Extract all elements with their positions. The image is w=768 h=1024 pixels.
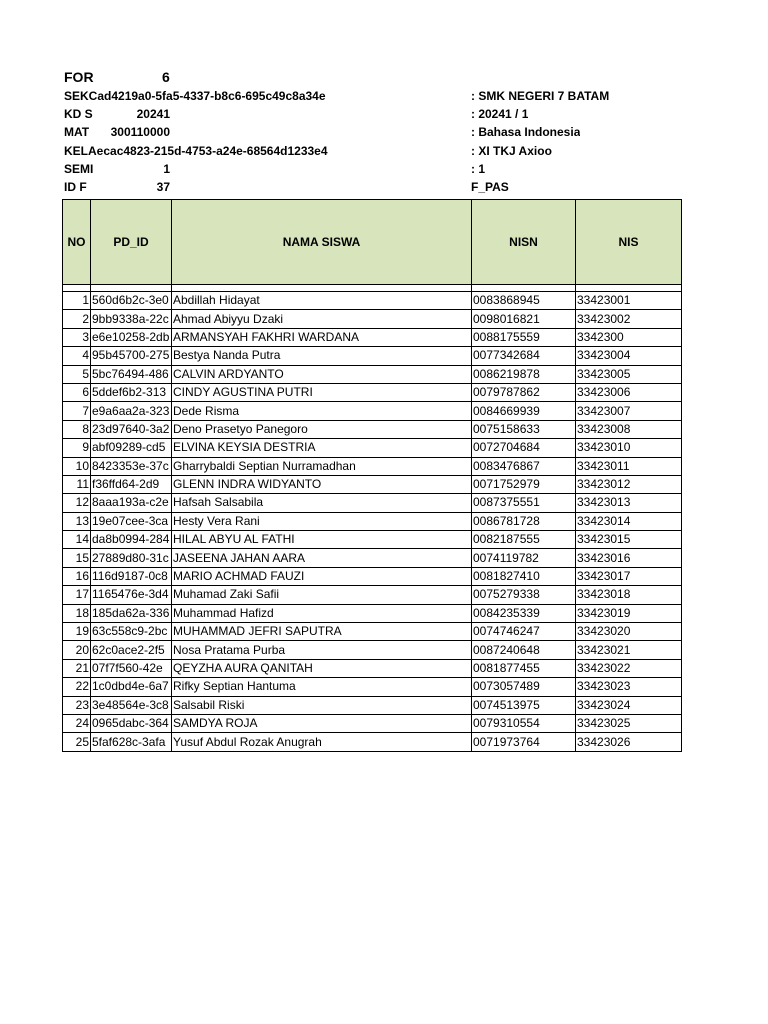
cell-nis[interactable]: 33423014 [576,512,682,530]
cell-no[interactable]: 8 [63,420,91,438]
cell-nisn[interactable]: 0075158633 [472,420,576,438]
cell-nama-siswa[interactable]: MUHAMMAD JEFRI SAPUTRA [172,623,472,641]
header-value: 300110000 [110,125,170,139]
cell-pd-id[interactable]: 07f7f560-42e [91,659,172,677]
cell-nisn[interactable]: 0073057489 [472,678,576,696]
cell-pd-id[interactable]: f36ffd64-2d9 [91,475,172,493]
cell-nisn[interactable]: 0079310554 [472,714,576,732]
cell-nisn[interactable]: 0098016821 [472,310,576,328]
cell-nis[interactable]: 33423010 [576,439,682,457]
col-header-pd-id[interactable]: PD_ID [91,200,172,285]
cell-nis[interactable]: 33423016 [576,549,682,567]
cell-nama-siswa[interactable]: Muhammad Hafizd [172,604,472,622]
cell-pd-id[interactable]: 1c0dbd4e-6a7 [91,678,172,696]
cell-no[interactable]: 11 [63,475,91,493]
table-row[interactable] [63,714,682,732]
table-row[interactable] [63,457,682,475]
header-right-value: F_PAS [471,180,509,194]
cell-nisn[interactable]: 0071752979 [472,475,576,493]
cell-nisn[interactable]: 0075279338 [472,586,576,604]
cell-pd-id[interactable]: 5bc76494-486 [91,365,172,383]
cell-nama-siswa[interactable]: Hafsah Salsabila [172,494,472,512]
header-label: KD S [64,107,93,121]
cell-no[interactable]: 22 [63,678,91,696]
header-label: SEMI [64,162,94,176]
cell-pd-id[interactable]: abf09289-cd5 [91,439,172,457]
cell-nisn[interactable]: 0077342684 [472,347,576,365]
cell-pd-id[interactable]: 185da62a-336 [91,604,172,622]
header-value: 37 [156,180,170,194]
cell-nama-siswa[interactable]: CALVIN ARDYANTO [172,365,472,383]
cell-nisn[interactable]: 0087240648 [472,641,576,659]
spacer-cell [63,285,91,292]
header-right-value: : 1 [471,162,486,176]
table-row[interactable] [63,659,682,677]
cell-nis[interactable]: 33423007 [576,402,682,420]
cell-no[interactable]: 18 [63,604,91,622]
table-row[interactable] [63,531,682,549]
cell-pd-id[interactable]: 63c558c9-2bc [91,623,172,641]
cell-nama-siswa[interactable]: Abdillah Hidayat [172,292,472,310]
cell-no[interactable]: 7 [63,402,91,420]
header-value: 1 [163,162,170,176]
cell-no[interactable]: 25 [63,733,91,751]
cell-no[interactable]: 1 [63,292,91,310]
cell-nisn[interactable]: 0082187555 [472,531,576,549]
spacer-cell [576,285,682,292]
cell-no[interactable]: 12 [63,494,91,512]
table-header-row [63,200,682,285]
cell-pd-id[interactable]: da8b0994-284 [91,531,172,549]
table-row[interactable] [63,641,682,659]
cell-nisn[interactable]: 0083476867 [472,457,576,475]
cell-nis[interactable]: 33423008 [576,420,682,438]
table-row[interactable] [63,347,682,365]
student-table [62,199,682,752]
cell-no[interactable]: 15 [63,549,91,567]
cell-pd-id[interactable]: 23d97640-3a2 [91,420,172,438]
cell-no[interactable]: 6 [63,383,91,401]
table-row[interactable] [63,733,682,751]
cell-no[interactable]: 13 [63,512,91,530]
table-row[interactable] [63,494,682,512]
table-row[interactable] [63,567,682,585]
cell-nama-siswa[interactable]: Gharrybaldi Septian Nurramadhan [172,457,472,475]
col-header-nama-siswa[interactable]: NAMA SISWA [172,200,472,285]
col-header-nisn[interactable]: NISN [472,200,576,285]
cell-pd-id[interactable]: 560d6b2c-3e0 [91,292,172,310]
cell-pd-id[interactable]: 3e48564e-3c8 [91,696,172,714]
cell-no[interactable]: 4 [63,347,91,365]
cell-nisn[interactable]: 0074513975 [472,696,576,714]
cell-pd-id[interactable]: 116d9187-0c8 [91,567,172,585]
cell-no[interactable]: 10 [63,457,91,475]
spacer-cell [472,285,576,292]
cell-nis[interactable]: 33423024 [576,696,682,714]
cell-nisn[interactable]: 0079787862 [472,383,576,401]
cell-pd-id[interactable]: 0965dabc-364 [91,714,172,732]
cell-no[interactable]: 5 [63,365,91,383]
cell-no[interactable]: 3 [63,328,91,346]
table-row[interactable] [63,420,682,438]
cell-pd-id[interactable]: 5ddef6b2-313 [91,383,172,401]
header-right-value: : 20241 / 1 [471,107,529,121]
cell-nisn[interactable]: 0074746247 [472,623,576,641]
cell-nis[interactable]: 3342300 [576,328,682,346]
form-title-value: 6 [162,69,170,85]
cell-no[interactable]: 2 [63,310,91,328]
cell-nis[interactable]: 33423025 [576,714,682,732]
cell-nama-siswa[interactable]: MARIO ACHMAD FAUZI [172,567,472,585]
cell-no[interactable]: 20 [63,641,91,659]
cell-nama-siswa[interactable]: ELVINA KEYSIA DESTRIA [172,439,472,457]
table-row[interactable] [63,604,682,622]
table-row[interactable] [63,586,682,604]
cell-nis[interactable]: 33423022 [576,659,682,677]
table-row[interactable] [63,402,682,420]
cell-nis[interactable]: 33423021 [576,641,682,659]
table-row[interactable] [63,310,682,328]
header-right-value: : XI TKJ Axioo [471,144,552,158]
cell-nis[interactable]: 33423001 [576,292,682,310]
cell-nis[interactable]: 33423004 [576,347,682,365]
cell-pd-id[interactable]: 9bb9338a-22c [91,310,172,328]
header-label: MAT [64,125,90,139]
cell-nisn[interactable]: 0087375551 [472,494,576,512]
cell-nisn[interactable]: 0084235339 [472,604,576,622]
cell-pd-id[interactable]: 19e07cee-3ca [91,512,172,530]
cell-nisn[interactable]: 0088175559 [472,328,576,346]
cell-nama-siswa[interactable]: Deno Prasetyo Panegoro [172,420,472,438]
cell-nama-siswa[interactable]: GLENN INDRA WIDYANTO [172,475,472,493]
cell-nama-siswa[interactable]: JASEENA JAHAN AARA [172,549,472,567]
spacer-cell [91,285,172,292]
cell-nama-siswa[interactable]: Salsabil Riski [172,696,472,714]
cell-pd-id[interactable]: 8423353e-37c [91,457,172,475]
cell-pd-id[interactable]: 95b45700-275 [91,347,172,365]
table-row[interactable] [63,292,682,310]
cell-nisn[interactable]: 0081877455 [472,659,576,677]
cell-nis[interactable]: 33423012 [576,475,682,493]
table-row[interactable] [63,439,682,457]
cell-nis[interactable]: 33423023 [576,678,682,696]
cell-nis[interactable]: 33423015 [576,531,682,549]
cell-nisn[interactable]: 0083868945 [472,292,576,310]
header-label: KELAecac4823-215d-4753-a24e-68564d1233e4 [64,144,328,158]
cell-nisn[interactable]: 0084669939 [472,402,576,420]
header-right-value: : SMK NEGERI 7 BATAM [471,89,610,103]
cell-pd-id[interactable]: 5faf628c-3afa [91,733,172,751]
cell-no[interactable]: 17 [63,586,91,604]
cell-nama-siswa[interactable]: Muhamad Zaki Safii [172,586,472,604]
table-row[interactable] [63,623,682,641]
cell-nama-siswa[interactable]: ARMANSYAH FAKHRI WARDANA [172,328,472,346]
header-label: SEKCad4219a0-5fa5-4337-b8c6-695c49c8a34e [64,89,326,103]
spacer-cell [172,285,472,292]
cell-nama-siswa[interactable]: Ahmad Abiyyu Dzaki [172,310,472,328]
cell-nama-siswa[interactable]: SAMDYA ROJA [172,714,472,732]
cell-pd-id[interactable]: e9a6aa2a-323 [91,402,172,420]
table-row[interactable] [63,549,682,567]
cell-nama-siswa[interactable]: Bestya Nanda Putra [172,347,472,365]
cell-nis[interactable]: 33423018 [576,586,682,604]
cell-nisn[interactable]: 0072704684 [472,439,576,457]
col-header-nis[interactable]: NIS [576,200,682,285]
cell-nis[interactable]: 33423005 [576,365,682,383]
cell-nis[interactable]: 33423026 [576,733,682,751]
form-title-label: FOR [64,69,94,85]
cell-nama-siswa[interactable]: Dede Risma [172,402,472,420]
table-row[interactable] [63,512,682,530]
cell-pd-id[interactable]: 1165476e-3d4 [91,586,172,604]
header-value: 20241 [136,107,170,121]
cell-nama-siswa[interactable]: Yusuf Abdul Rozak Anugrah [172,733,472,751]
cell-nisn[interactable]: 0086781728 [472,512,576,530]
cell-nama-siswa[interactable]: Rifky Septian Hantuma [172,678,472,696]
cell-no[interactable]: 19 [63,623,91,641]
cell-nisn[interactable]: 0081827410 [472,567,576,585]
cell-nis[interactable]: 33423020 [576,623,682,641]
cell-pd-id[interactable]: e6e10258-2db [91,328,172,346]
table-row[interactable] [63,678,682,696]
cell-nisn[interactable]: 0074119782 [472,549,576,567]
table-row[interactable] [63,696,682,714]
header-label: ID F [64,180,87,194]
cell-nama-siswa[interactable]: HILAL ABYU AL FATHI [172,531,472,549]
cell-nisn[interactable]: 0071973764 [472,733,576,751]
cell-nama-siswa[interactable]: Hesty Vera Rani [172,512,472,530]
cell-pd-id[interactable]: 62c0ace2-2f5 [91,641,172,659]
cell-nis[interactable]: 33423011 [576,457,682,475]
cell-nis[interactable]: 33423019 [576,604,682,622]
table-row[interactable] [63,328,682,346]
cell-no[interactable]: 16 [63,567,91,585]
cell-no[interactable]: 23 [63,696,91,714]
cell-no[interactable]: 21 [63,659,91,677]
cell-nis[interactable]: 33423002 [576,310,682,328]
col-header-no[interactable]: NO [63,200,91,285]
cell-nis[interactable]: 33423013 [576,494,682,512]
cell-nis[interactable]: 33423006 [576,383,682,401]
cell-pd-id[interactable]: 27889d80-31c [91,549,172,567]
cell-no[interactable]: 9 [63,439,91,457]
cell-no[interactable]: 24 [63,714,91,732]
cell-nis[interactable]: 33423017 [576,567,682,585]
table-spacer-row [63,285,682,292]
cell-nisn[interactable]: 0086219878 [472,365,576,383]
cell-nama-siswa[interactable]: CINDY AGUSTINA PUTRI [172,383,472,401]
header-right-value: : Bahasa Indonesia [471,125,581,139]
table-row[interactable] [63,365,682,383]
cell-pd-id[interactable]: 8aaa193a-c2e [91,494,172,512]
cell-nama-siswa[interactable]: Nosa Pratama Purba [172,641,472,659]
cell-no[interactable]: 14 [63,531,91,549]
table-row[interactable] [63,475,682,493]
table-row[interactable] [63,383,682,401]
cell-nama-siswa[interactable]: QEYZHA AURA QANITAH [172,659,472,677]
